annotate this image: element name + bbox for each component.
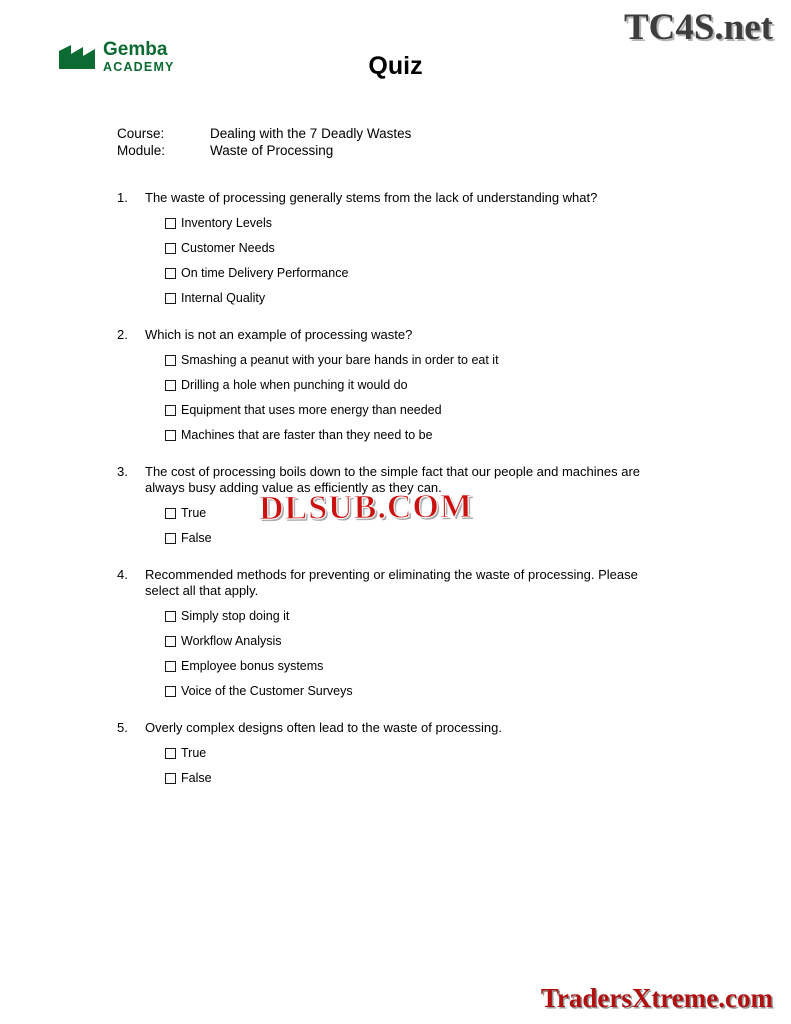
question-number: 1. [117, 190, 128, 205]
option-label: Smashing a peanut with your bare hands in order to eat it [181, 353, 499, 367]
course-label: Course: [117, 126, 165, 141]
question-header [117, 464, 717, 496]
option-label: Inventory Levels [181, 216, 273, 230]
logo-wordmark [103, 40, 175, 74]
option-row[interactable] [165, 634, 717, 648]
checkbox-icon[interactable] [165, 686, 176, 697]
option-list [165, 746, 717, 785]
question-header [117, 327, 717, 343]
checkbox-icon[interactable] [165, 661, 176, 672]
question-item [117, 567, 717, 698]
option-label: Simply stop doing it [181, 609, 290, 623]
option-label: Employee bonus systems [181, 659, 324, 673]
checkbox-icon[interactable] [165, 430, 176, 441]
option-label: False [181, 531, 212, 545]
question-text: Which is not an example of processing waste? [145, 327, 413, 342]
question-header [117, 720, 717, 736]
question-list [117, 190, 717, 807]
option-label: True [181, 746, 207, 760]
question-text: Recommended methods for preventing or eliminating the waste of processing. Please select all that apply. [145, 567, 638, 598]
option-row[interactable] [165, 659, 717, 673]
option-row[interactable] [165, 746, 717, 760]
option-label: Machines that are faster than they need to be [181, 428, 433, 442]
checkbox-icon[interactable] [165, 611, 176, 622]
module-value: Waste of Processing [210, 143, 334, 158]
page-title: Quiz [368, 52, 423, 80]
option-list [165, 506, 717, 545]
checkbox-icon[interactable] [165, 268, 176, 279]
checkbox-icon[interactable] [165, 355, 176, 366]
option-row[interactable] [165, 684, 717, 698]
watermark-center: DLSUB.COM [258, 487, 474, 528]
option-row[interactable] [165, 353, 717, 367]
option-row[interactable] [165, 291, 717, 305]
option-list [165, 609, 717, 698]
module-label: Module: [117, 143, 166, 158]
option-row[interactable] [165, 266, 717, 280]
option-label: Drilling a hole when punching it would do [181, 378, 408, 392]
option-label: Voice of the Customer Surveys [181, 684, 353, 698]
logo-brand: Gemba [103, 39, 168, 60]
checkbox-icon[interactable] [165, 380, 176, 391]
question-number: 3. [117, 464, 128, 479]
option-row[interactable] [165, 378, 717, 392]
checkbox-icon[interactable] [165, 405, 176, 416]
gemba-academy-logo [57, 40, 237, 80]
question-item [117, 720, 717, 785]
option-row[interactable] [165, 506, 717, 520]
option-label: Workflow Analysis [181, 634, 282, 648]
question-header [117, 190, 717, 206]
checkbox-icon[interactable] [165, 636, 176, 647]
option-row[interactable] [165, 216, 717, 230]
question-text: The cost of processing boils down to the simple fact that our people and machines are always busy adding value as efficiently as they can. [145, 464, 641, 495]
option-label: On time Delivery Performance [181, 266, 349, 280]
checkbox-icon[interactable] [165, 243, 176, 254]
option-label: Internal Quality [181, 291, 266, 305]
option-row[interactable] [165, 771, 717, 785]
option-row[interactable] [165, 609, 717, 623]
module-row [117, 142, 411, 159]
option-row[interactable] [165, 241, 717, 255]
question-item [117, 464, 717, 545]
option-row[interactable] [165, 428, 717, 442]
checkbox-icon[interactable] [165, 748, 176, 759]
option-label: Equipment that uses more energy than needed [181, 403, 442, 417]
logo-subtitle: ACADEMY [103, 60, 175, 74]
checkbox-icon[interactable] [165, 293, 176, 304]
option-label: True [181, 506, 207, 520]
option-label: False [181, 771, 212, 785]
option-list [165, 353, 717, 442]
checkbox-icon[interactable] [165, 218, 176, 229]
course-value: Dealing with the 7 Deadly Wastes [210, 126, 412, 141]
question-number: 2. [117, 327, 128, 342]
question-header [117, 567, 717, 599]
watermark-top-right: TC4S.net [623, 7, 773, 48]
question-number: 5. [117, 720, 128, 735]
course-row [117, 125, 411, 142]
course-meta [117, 125, 411, 159]
question-item [117, 190, 717, 305]
option-list [165, 216, 717, 305]
option-row[interactable] [165, 403, 717, 417]
option-label: Customer Needs [181, 241, 275, 255]
option-row[interactable] [165, 531, 717, 545]
watermark-bottom-right: TradersXtreme.com [540, 983, 773, 1013]
checkbox-icon[interactable] [165, 773, 176, 784]
question-text: Overly complex designs often lead to the waste of processing. [145, 720, 502, 735]
factory-icon [57, 43, 97, 71]
question-number: 4. [117, 567, 128, 582]
checkbox-icon[interactable] [165, 508, 176, 519]
checkbox-icon[interactable] [165, 533, 176, 544]
question-item [117, 327, 717, 442]
question-text: The waste of processing generally stems from the lack of understanding what? [145, 190, 598, 205]
